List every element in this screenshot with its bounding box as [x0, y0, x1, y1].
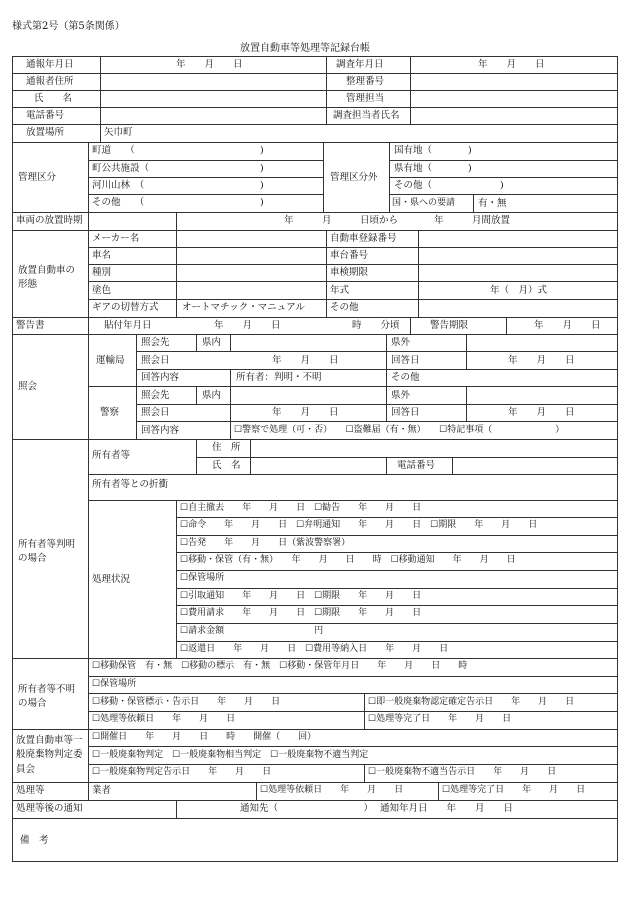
- reply-content-label: 回答内容: [141, 372, 180, 383]
- phone-label: 電話番号: [26, 110, 65, 121]
- inquiry-date-value[interactable]: 年 月 日: [272, 355, 339, 366]
- out-pref[interactable]: 県外: [391, 337, 411, 348]
- place-label: 放置場所: [26, 127, 65, 138]
- owner-status[interactable]: 所有者：判明・不明: [236, 372, 322, 383]
- notice-date[interactable]: 通知年月日 年 月 日: [380, 803, 514, 814]
- committee-line[interactable]: ☐一般廃棄物判定告示日 年 月 日: [92, 767, 272, 777]
- disposal-done[interactable]: ☐処理等完了日 年 月 日: [442, 785, 586, 795]
- unknown-line[interactable]: ☐移動保管 有・無 ☐移動の標示 有・無 ☐移動・保管年月日 年 月 日 時: [92, 661, 468, 671]
- reply-date-value[interactable]: 年 月 日: [508, 407, 575, 418]
- vehicle-field-label: 車台番号: [330, 250, 369, 261]
- form-title: 放置自動車等処理等記録台帳: [240, 43, 370, 54]
- place-value[interactable]: 矢巾町: [104, 127, 133, 138]
- process-line[interactable]: ☐返還日 年 月 日 ☐費用等納入日 年 月 日: [180, 644, 449, 654]
- period-label: 車両の放置時期: [16, 215, 83, 226]
- police-label: 警察: [100, 407, 120, 418]
- mgmt-out-item[interactable]: 県有地（: [394, 163, 433, 174]
- owner-phone-label: 電話番号: [397, 460, 436, 471]
- other-label: その他: [391, 372, 420, 383]
- disposal-request[interactable]: ☐処理等依頼日 年 月 日: [260, 785, 404, 795]
- disposal-label: 処理等: [16, 785, 45, 796]
- process-line[interactable]: ☐命令 年 月 日 ☐弁明通知 年 月 日 ☐期限 年 月 日: [180, 520, 538, 530]
- in-pref[interactable]: 県内: [202, 337, 222, 348]
- posted-time[interactable]: 時 分頃: [352, 320, 400, 331]
- paren-close: ): [468, 163, 472, 174]
- unknown-line[interactable]: ☐処理等依頼日 年 月 日: [92, 714, 236, 724]
- process-line[interactable]: ☐移動・保管（有・無） 年 月 日 時 ☐移動通知 年 月 日: [180, 555, 516, 565]
- vendor-label: 業者: [92, 785, 112, 796]
- unknown-line[interactable]: ☐保管場所: [92, 679, 137, 689]
- mgmt-item[interactable]: 河川山林 （: [92, 180, 145, 191]
- vehicle-field-label: 車名: [92, 250, 112, 261]
- mgmt-out-item[interactable]: その他（: [394, 180, 433, 191]
- reply-date-label: 回答日: [391, 355, 420, 366]
- paren-close: ): [260, 180, 264, 191]
- name-label: 氏 名: [34, 93, 73, 104]
- process-line[interactable]: ☐費用請求 年 月 日 ☐期限 年 月 日: [180, 608, 422, 618]
- vehicle-field-label: 種別: [92, 267, 112, 278]
- paren-close: ): [500, 180, 504, 191]
- negotiation-label: 所有者等との折衝: [92, 479, 169, 490]
- mgmt-out-item[interactable]: 国有地（: [394, 145, 433, 156]
- process-label: 処理状況: [92, 574, 131, 585]
- reply-date-label: 回答日: [391, 407, 420, 418]
- vehicle-field-label: 年式: [330, 285, 350, 296]
- owner-name-label: 氏 名: [212, 460, 241, 471]
- mgmt-item[interactable]: 町公共施設（: [92, 163, 150, 174]
- committee-line[interactable]: ☐開催日 年 月 日 時 開催（ 回）: [92, 732, 317, 742]
- owner-address-label: 住 所: [212, 442, 241, 453]
- committee-line[interactable]: ☐一般廃棄物不適当告示日 年 月 日: [368, 767, 557, 777]
- posted-value[interactable]: 年 月 日: [214, 320, 281, 331]
- reporter-address-label: 通報者住所: [26, 76, 74, 87]
- ref-number-label: 整理番号: [346, 76, 385, 87]
- posted-label: 貼付年月日: [104, 320, 152, 331]
- vehicle-label: 放置自動車の形態: [18, 265, 76, 290]
- report-date-value[interactable]: 年 月 日: [176, 59, 243, 70]
- inquiry-label: 照会: [18, 381, 38, 392]
- vehicle-field-label: メーカー名: [92, 233, 140, 244]
- form-number: 様式第2号（第5条関係）: [12, 21, 125, 32]
- committee-line[interactable]: ☐一般廃棄物判定 ☐一般廃棄物相当判定 ☐一般廃棄物不適当判定: [92, 750, 369, 760]
- survey-date-label: 調査年月日: [336, 59, 384, 70]
- period-from[interactable]: 年 月 日頃から: [284, 215, 399, 226]
- out-pref[interactable]: 県外: [391, 390, 411, 401]
- deadline-value[interactable]: 年 月 日: [534, 320, 601, 331]
- paren-close: ): [260, 145, 264, 156]
- mgmt-item[interactable]: 町道 （: [92, 145, 135, 156]
- year-value[interactable]: 年（ 月）式: [490, 285, 548, 296]
- reply-content-label: 回答内容: [141, 425, 180, 436]
- notice-to[interactable]: 通知先（ ）: [240, 803, 374, 814]
- vehicle-field-label: 塗色: [92, 285, 112, 296]
- in-pref[interactable]: 県内: [202, 390, 222, 401]
- report-date-label: 通報年月日: [26, 59, 74, 70]
- mgmt-out-label: 管理区分外: [330, 172, 378, 183]
- vehicle-field-label: ギアの切替方式: [92, 302, 159, 313]
- owner-label: 所有者等: [92, 450, 131, 461]
- reply-date-value[interactable]: 年 月 日: [508, 355, 575, 366]
- police-content[interactable]: ☐警察で処理（可・否） ☐盗難届（有・無） ☐特記事項（ ）: [234, 425, 565, 435]
- warning-label: 警告書: [16, 320, 45, 331]
- remarks-label: 備 考: [20, 835, 49, 846]
- process-line[interactable]: ☐引取通知 年 月 日 ☐期限 年 月 日: [180, 591, 422, 601]
- period-duration[interactable]: 年 月間放置: [434, 215, 511, 226]
- paren-close: ): [260, 163, 264, 174]
- vehicle-field-label: 自動車登録番号: [330, 233, 397, 244]
- inquiry-date-label: 照会日: [141, 407, 170, 418]
- process-line[interactable]: ☐告発 年 月 日（紫波警察署）: [180, 538, 351, 548]
- transport-bureau-label: 運輸局: [96, 355, 125, 366]
- unknown-line[interactable]: ☐処理等完了日 年 月 日: [368, 714, 512, 724]
- request-value[interactable]: 有・無: [478, 198, 507, 209]
- paren-close: ): [260, 197, 264, 208]
- process-line[interactable]: ☐請求金額 円: [180, 626, 324, 636]
- deadline-label: 警告期限: [430, 320, 469, 331]
- mgmt-item[interactable]: その他 （: [92, 197, 145, 208]
- inquiry-to-label: 照会先: [141, 337, 170, 348]
- inquiry-to-label: 照会先: [141, 390, 170, 401]
- gear-value[interactable]: オートマチック・マニュアル: [182, 302, 305, 313]
- unknown-line[interactable]: ☐移動・保管標示・告示日 年 月 日: [92, 697, 281, 707]
- request-label: 国・県への要請: [392, 198, 456, 208]
- owner-known-label: 所有者等判明の場合: [18, 539, 76, 564]
- inquiry-date-label: 照会日: [141, 355, 170, 366]
- inquiry-date-value[interactable]: 年 月 日: [272, 407, 339, 418]
- mgmt-label: 管理区分: [18, 172, 57, 183]
- committee-label: 放置自動車等一般廃棄物判定委員会: [16, 735, 83, 775]
- surveyor-label: 調査担当者氏名: [333, 110, 400, 121]
- vehicle-field-label: 車検期限: [330, 267, 369, 278]
- owner-unknown-label: 所有者等不明の場合: [18, 684, 76, 709]
- unknown-line[interactable]: ☐即一般廃棄物認定確定告示日 年 月 日: [368, 697, 575, 707]
- process-line[interactable]: ☐保管場所: [180, 573, 225, 583]
- paren-close: ): [468, 145, 472, 156]
- survey-date-value[interactable]: 年 月 日: [478, 59, 545, 70]
- manager-label: 管理担当: [346, 93, 385, 104]
- process-line[interactable]: ☐自主撤去 年 月 日 ☐勧告 年 月 日: [180, 503, 422, 513]
- vehicle-field-label: その他: [330, 302, 359, 313]
- notice-label: 処理等後の通知: [16, 803, 83, 814]
